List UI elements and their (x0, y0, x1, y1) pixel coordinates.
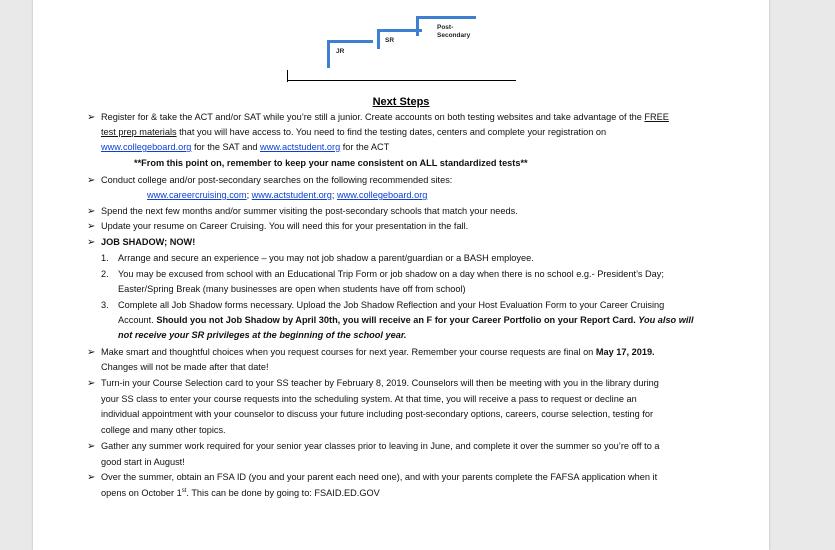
bullet-1-line-2 (101, 125, 606, 141)
separator: ; (331, 190, 337, 200)
stair-label-post-2: Secondary (437, 32, 471, 39)
stair-label-jr: JR (336, 48, 345, 55)
collegeboard-link[interactable]: www.collegeboard.org (101, 142, 192, 152)
collegeboard-link-2[interactable]: www.collegeboard.org (336, 190, 428, 200)
bullet-6-line-2: Changes will not be made after that date! (101, 362, 269, 372)
bullet-8-line-2: good start in August! (101, 457, 185, 467)
stair-label-sr: SR (385, 37, 395, 44)
arrow-bullet-icon: ➢ (87, 206, 96, 217)
job-shadow-item-3-line-1: Complete all Job Shadow forms necessary. Upload the Job Shadow Reflection and your Host Evaluation Form to your Career Cruising (118, 300, 665, 310)
arrow-bullet-icon: ➢ (87, 221, 96, 232)
bullet-4: Update your resume on Career Cruising. You will need this for your presentation in the fall. (101, 221, 469, 231)
page-title: Next Steps (372, 96, 430, 108)
document-page (33, 0, 769, 550)
b6-text: Make smart and thoughtful choices when you request courses for next year. Remember your course requests are final on (101, 347, 596, 357)
b9-superscript: st (181, 487, 187, 494)
bullet-7-line-1: Turn-in your Course Selection card to your SS teacher by February 8, 2019. Counselors will then be meeting with you in the library during (101, 378, 659, 388)
arrow-bullet-icon: ➢ (87, 175, 96, 186)
i3-bold: Should you not Job Shadow by April 30th, you will receive an F for your Career Portfolio on your Report Card. (156, 315, 636, 325)
job-shadow-item-3-line-2 (118, 313, 694, 329)
job-shadow-item-1: Arrange and secure an experience – you may not job shadow a parent/guardian or a BASH employee. (118, 253, 534, 263)
actstudent-link[interactable]: www.actstudent.org (260, 142, 341, 152)
list-number: 2. (101, 269, 109, 279)
stair-label-post-1: Post- (437, 24, 454, 31)
bullet-7-line-3: individual appointment with your counselor to discuss your future including post-secondary options, careers, course selection, testing for (101, 409, 654, 419)
job-shadow-item-3-line-3: not receive your SR privileges at the beginning of the school year. (118, 330, 407, 340)
list-number: 3. (101, 300, 109, 310)
b9-text-2: . This can be done by going to: FSAID.ED.GOV (186, 488, 380, 498)
bullet-7-line-2: your SS class to enter your course requests into the scheduling system. At that time, you will receive a pass to request or decline an (101, 394, 637, 404)
arrow-bullet-icon: ➢ (87, 237, 96, 248)
b1-test-prep: test prep materials (101, 127, 177, 137)
bullet-9-line-2 (101, 486, 380, 502)
bullet-3: Spend the next few months and/or summer visiting the post-secondary schools that match your needs. (101, 206, 518, 216)
name-consistency-note: **From this point on, remember to keep your name consistent on ALL standardized tests** (134, 158, 528, 168)
bullet-2-line-1: Conduct college and/or post-secondary searches on the following recommended sites: (101, 175, 453, 185)
b1-text-4: for the ACT (340, 142, 390, 152)
job-shadow-item-2-line-1: You may be excused from school with an Educational Trip Form or job shadow on a day when there is no school e.g.- President’s Day; (118, 269, 664, 279)
arrow-bullet-icon: ➢ (87, 378, 96, 389)
careercruising-link[interactable]: www.careercruising.com (147, 190, 247, 200)
b6-date: May 17, 2019. (595, 347, 655, 357)
job-shadow-heading: JOB SHADOW; NOW! (101, 237, 196, 247)
arrow-bullet-icon: ➢ (87, 441, 96, 452)
separator: ; (246, 190, 252, 200)
b1-free: FREE (644, 112, 669, 122)
bullet-2-links (147, 188, 427, 204)
bullet-1-line-1 (101, 110, 669, 126)
list-number: 1. (101, 253, 109, 263)
i3-text: Account. (118, 315, 157, 325)
actstudent-link-2[interactable]: www.actstudent.org (251, 190, 332, 200)
signature-line (287, 80, 516, 81)
bullet-1-line-3 (101, 140, 389, 156)
b1-text: Register for & take the ACT and/or SAT while you’re still a junior. Create accounts on both testing websites and take advantage of the (101, 112, 645, 122)
b9-text: opens on October 1 (101, 488, 182, 498)
bullet-7-line-4: college and many other topics. (101, 425, 226, 435)
arrow-bullet-icon: ➢ (87, 112, 96, 123)
i3-bold-italic: You also will (635, 315, 694, 325)
stairs-graphic (33, 0, 769, 80)
bullet-6-line-1 (101, 345, 655, 361)
job-shadow-item-2-line-2: Easter/Spring Break (many businesses are open when students have off from school) (118, 284, 466, 294)
bullet-8-line-1: Gather any summer work required for your senior year classes prior to leaving in June, and complete it over the summer so you’re off to a (101, 441, 660, 451)
b1-text-2: that you will have access to. You need to find the testing dates, centers and complete your registration on (176, 127, 607, 137)
arrow-bullet-icon: ➢ (87, 347, 96, 358)
b1-text-3: for the SAT and (191, 142, 261, 152)
arrow-bullet-icon: ➢ (87, 472, 96, 483)
bullet-9-line-1: Over the summer, obtain an FSA ID (you and your parent each need one), and with your parents complete the FAFSA application when it (101, 472, 658, 482)
